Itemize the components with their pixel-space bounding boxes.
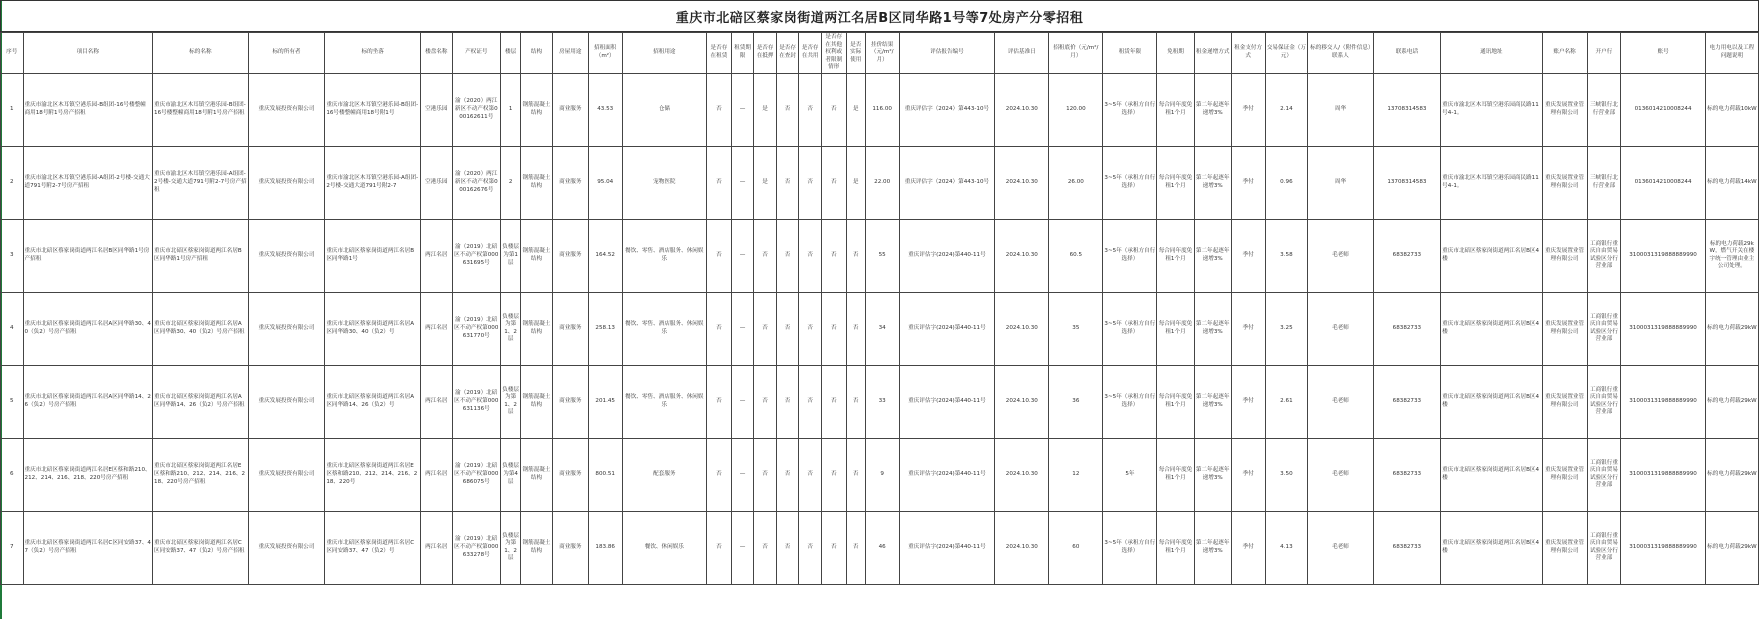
table-cell[interactable]: 否 xyxy=(707,73,732,146)
table-cell[interactable]: 标的电力荷载29kW xyxy=(1705,511,1758,584)
table-cell[interactable]: 商业服务 xyxy=(552,73,588,146)
table-cell[interactable]: 渝（2019）北碚区不动产权第000631770号 xyxy=(452,292,500,365)
table-cell[interactable]: 201.45 xyxy=(588,365,622,438)
table-cell[interactable]: 34 xyxy=(865,292,899,365)
table-cell[interactable]: 重庆市北碚区蔡家岗街道两江名居B区4楼 xyxy=(1441,292,1542,365)
table-cell[interactable]: 周华 xyxy=(1308,73,1373,146)
column-header[interactable]: 租赁期限 xyxy=(731,33,754,74)
column-header[interactable]: 是否存在共用 xyxy=(799,33,822,74)
column-header[interactable]: 电力用电以及工程问题说明 xyxy=(1705,33,1758,74)
column-header[interactable]: 开户行 xyxy=(1587,33,1621,74)
table-cell[interactable]: 重庆发展投资有限公司 xyxy=(248,365,325,438)
table-cell[interactable]: 重庆市北碚区蔡家岗街道两江名居B区4楼 xyxy=(1441,219,1542,292)
table-cell[interactable]: 周华 xyxy=(1308,146,1373,219)
table-cell[interactable]: 否 xyxy=(799,365,822,438)
table-cell[interactable]: 46 xyxy=(865,511,899,584)
table-cell[interactable]: 重庆发展投资有限公司 xyxy=(248,292,325,365)
table-cell[interactable]: 3.50 xyxy=(1265,438,1308,511)
column-header[interactable]: 免租期 xyxy=(1157,33,1194,74)
column-header[interactable]: 标的名称 xyxy=(153,33,249,74)
table-row xyxy=(1,511,1759,584)
table-row xyxy=(1,292,1759,365)
table-cell[interactable]: 工商银行重庆自由贸易试验区分行营业部 xyxy=(1587,219,1621,292)
table-cell[interactable]: 3.58 xyxy=(1265,219,1308,292)
table-cell[interactable]: 毛老师 xyxy=(1308,438,1373,511)
table-cell[interactable]: 是 xyxy=(754,73,777,146)
table-cell[interactable]: 3~5年（承租方自行选择） xyxy=(1103,219,1157,292)
table-cell[interactable]: 12 xyxy=(1049,438,1103,511)
column-header[interactable]: 产权证号 xyxy=(452,33,500,74)
column-header[interactable]: 结构 xyxy=(521,33,553,74)
table-cell[interactable]: 否 xyxy=(754,438,777,511)
table-row xyxy=(1,73,1759,146)
table-cell[interactable]: 重庆市北碚区蔡家岗街道两江名居A区同华路30、40（负2）号 xyxy=(325,292,421,365)
table-cell[interactable]: 标的电力荷载29kW，燃气开关在楼宇统一管理由业主公司处理。 xyxy=(1705,219,1758,292)
table-cell[interactable]: 258.13 xyxy=(588,292,622,365)
table-cell[interactable]: 否 xyxy=(776,292,799,365)
table-cell[interactable]: 重庆评估字(2024)第440-11号 xyxy=(899,511,995,584)
table-cell[interactable]: 否 xyxy=(799,219,822,292)
table-cell[interactable]: 第二年起逐年递增3% xyxy=(1194,292,1231,365)
table-cell[interactable]: 两江名居 xyxy=(421,292,453,365)
table-cell[interactable]: 重庆发展投资有限公司 xyxy=(248,219,325,292)
table-row xyxy=(1,219,1759,292)
table-cell[interactable]: 3 xyxy=(1,219,24,292)
table-cell[interactable]: 否 xyxy=(821,146,846,219)
table-cell[interactable]: 重庆市渝北区木耳镇空港乐园-A组团-2号楼-交通大道791号附2-7 xyxy=(325,146,421,219)
sheet-title: 重庆市北碚区蔡家岗街道两江名居B区同华路1号等7处房产分零招租 xyxy=(675,10,1084,26)
table-cell[interactable]: 季付 xyxy=(1231,73,1265,146)
column-header[interactable]: 标的坐落 xyxy=(325,33,421,74)
table-cell[interactable]: 35 xyxy=(1049,292,1103,365)
table-cell[interactable]: 重庆评估字(2024)第440-11号 xyxy=(899,292,995,365)
table-cell[interactable]: 否 xyxy=(821,511,846,584)
table-cell[interactable]: 钢筋混凝土结构 xyxy=(521,438,553,511)
table-cell[interactable]: 工商银行重庆自由贸易试验区分行营业部 xyxy=(1587,365,1621,438)
table-row xyxy=(1,438,1759,511)
table-cell[interactable]: 60 xyxy=(1049,511,1103,584)
table-cell[interactable]: 9 xyxy=(865,438,899,511)
sheet-title-cell[interactable] xyxy=(0,0,1759,32)
table-cell[interactable]: 空港乐园 xyxy=(421,73,453,146)
table-cell[interactable]: 重庆市渝北区木耳镇空港乐园-B组团-16号楼整幢商用18号附1号 xyxy=(325,73,421,146)
table-cell[interactable]: 宠物医院 xyxy=(622,146,706,219)
table-row xyxy=(1,365,1759,438)
table-cell[interactable]: — xyxy=(731,146,754,219)
table-cell[interactable]: 否 xyxy=(799,73,822,146)
table-cell[interactable]: 68382733 xyxy=(1373,292,1441,365)
table-cell[interactable]: 两江名居 xyxy=(421,365,453,438)
column-header[interactable]: 是否实际使用 xyxy=(846,33,865,74)
table-cell[interactable]: 2024.10.30 xyxy=(995,219,1049,292)
table-cell[interactable]: 两江名居 xyxy=(421,511,453,584)
column-header[interactable]: 租金递增方式 xyxy=(1194,33,1231,74)
table-cell[interactable]: 钢筋混凝土结构 xyxy=(521,511,553,584)
table-cell[interactable]: 5 xyxy=(1,365,24,438)
column-header[interactable]: 挂价结果（元/m²/月） xyxy=(865,33,899,74)
table-cell[interactable]: 1 xyxy=(1,73,24,146)
table-cell[interactable]: 2024.10.30 xyxy=(995,292,1049,365)
table-cell[interactable]: 仓储 xyxy=(622,73,706,146)
table-cell[interactable]: 否 xyxy=(707,292,732,365)
table-cell[interactable]: 钢筋混凝土结构 xyxy=(521,365,553,438)
table-cell[interactable]: 否 xyxy=(707,219,732,292)
table-cell[interactable]: 标的电力荷载10kW xyxy=(1705,73,1758,146)
table-cell[interactable]: 重庆市北碚区蔡家岗街道两江名居A区同华路30、40（负2）号房产招租 xyxy=(23,292,153,365)
table-cell[interactable]: 渝（2020）两江新区不动产权第000162611号 xyxy=(452,73,500,146)
table-cell[interactable]: 三峡银行北行营业部 xyxy=(1587,73,1621,146)
table-cell[interactable]: 每合同年度免租1个月 xyxy=(1157,438,1194,511)
table-cell[interactable]: 渝（2019）北碚区不动产权第000631695号 xyxy=(452,219,500,292)
table-cell[interactable]: 否 xyxy=(821,219,846,292)
table-cell[interactable]: 重庆市北碚区蔡家岗街道两江名居A区同华路14、26（负2）号房产招租 xyxy=(153,365,249,438)
table-cell[interactable]: 120.00 xyxy=(1049,73,1103,146)
table-cell[interactable]: 钢筋混凝土结构 xyxy=(521,73,553,146)
table-cell[interactable]: 重庆发展置业管理有限公司 xyxy=(1542,511,1587,584)
table-cell[interactable]: 渝（2019）北碚区不动产权第000686075号 xyxy=(452,438,500,511)
table-cell[interactable]: — xyxy=(731,292,754,365)
table-cell[interactable]: 95.04 xyxy=(588,146,622,219)
table-cell[interactable]: 第二年起逐年递增3% xyxy=(1194,219,1231,292)
table-cell[interactable]: 68382733 xyxy=(1373,511,1441,584)
table-cell[interactable]: — xyxy=(731,438,754,511)
table-cell[interactable]: 是 xyxy=(846,146,865,219)
table-cell[interactable]: 季付 xyxy=(1231,365,1265,438)
table-cell[interactable]: 2.61 xyxy=(1265,365,1308,438)
column-header[interactable]: 标的所有者 xyxy=(248,33,325,74)
table-cell[interactable]: 商业服务 xyxy=(552,146,588,219)
table-cell[interactable]: 工商银行重庆自由贸易试验区分行营业部 xyxy=(1587,438,1621,511)
table-cell[interactable]: 季付 xyxy=(1231,219,1265,292)
table-cell[interactable]: — xyxy=(731,511,754,584)
table-cell[interactable]: 重庆市北碚区蔡家岗街道两江名居B区同华路1号房产招租 xyxy=(153,219,249,292)
table-cell[interactable]: 季付 xyxy=(1231,438,1265,511)
table-cell[interactable]: 800.51 xyxy=(588,438,622,511)
table-cell[interactable]: 否 xyxy=(776,146,799,219)
column-header[interactable]: 楼盘名称 xyxy=(421,33,453,74)
table-cell[interactable]: 重庆发展投资有限公司 xyxy=(248,438,325,511)
table-cell[interactable]: 4.13 xyxy=(1265,511,1308,584)
table-cell[interactable]: 重庆发展置业管理有限公司 xyxy=(1542,219,1587,292)
table-cell[interactable]: 重庆市北碚区蔡家岗街道两江名居B区同华路1号房产招租 xyxy=(23,219,153,292)
table-cell[interactable]: 164.52 xyxy=(588,219,622,292)
table-cell[interactable]: 重庆市北碚区蔡家岗街道两江名居E区蔡和路210、212、214、216、218、220号房产招租 xyxy=(153,438,249,511)
table-cell[interactable]: 否 xyxy=(776,365,799,438)
table-cell[interactable]: 重庆市北碚区蔡家岗街道两江名居C区同安路37、47（负2）号房产招租 xyxy=(23,511,153,584)
table-cell[interactable]: 渝（2020）两江新区不动产权第000162676号 xyxy=(452,146,500,219)
table-cell[interactable]: 2 xyxy=(1,146,24,219)
table-cell[interactable]: 负楼层为第4层 xyxy=(500,438,520,511)
table-cell[interactable]: 标的电力荷载29kW xyxy=(1705,365,1758,438)
rental-table xyxy=(0,32,1759,585)
table-cell[interactable]: 重庆市北碚区蔡家岗街道两江名居A区同华路14、26（负2）号房产招租 xyxy=(23,365,153,438)
column-header[interactable]: 评估基准日 xyxy=(995,33,1049,74)
table-cell[interactable]: 116.00 xyxy=(865,73,899,146)
table-cell[interactable]: 55 xyxy=(865,219,899,292)
table-cell[interactable]: 重庆市渝北区木耳镇空港乐园-B组团-16号楼整幢商用18号附1号房产招租 xyxy=(23,73,153,146)
table-cell[interactable]: 钢筋混凝土结构 xyxy=(521,292,553,365)
table-cell[interactable]: 重庆市北碚区蔡家岗街道两江名居A区同华路30、40（负2）号房产招租 xyxy=(153,292,249,365)
table-cell[interactable]: 第二年起逐年递增3% xyxy=(1194,438,1231,511)
table-cell[interactable]: 3~5年（承租方自行选择） xyxy=(1103,73,1157,146)
column-header[interactable]: 标的移交人/（附件信息）联系人 xyxy=(1308,33,1373,74)
table-cell[interactable]: 重庆发展置业管理有限公司 xyxy=(1542,73,1587,146)
table-cell[interactable]: 60.5 xyxy=(1049,219,1103,292)
table-cell[interactable]: 重庆市北碚区蔡家岗街道两江名居B区同华路1号 xyxy=(325,219,421,292)
table-cell[interactable]: 0.96 xyxy=(1265,146,1308,219)
table-cell[interactable]: 否 xyxy=(776,438,799,511)
table-cell[interactable]: 每合同年度免租1个月 xyxy=(1157,365,1194,438)
table-cell[interactable]: 重庆评估字（2024）第443-10号 xyxy=(899,73,995,146)
column-header[interactable]: 是否存在抵押 xyxy=(754,33,777,74)
table-cell[interactable]: 工商银行重庆自由贸易试验区分行营业部 xyxy=(1587,511,1621,584)
column-header[interactable]: 招租底价（元/m²/月） xyxy=(1049,33,1103,74)
table-cell[interactable]: 重庆市北碚区蔡家岗街道两江名居E区蔡和路210、212、214、216、218、220号 xyxy=(325,438,421,511)
column-header[interactable]: 是否存在租赁 xyxy=(707,33,732,74)
table-cell[interactable]: 第二年起逐年递增3% xyxy=(1194,511,1231,584)
table-cell[interactable]: 3100031319888889990 xyxy=(1621,365,1705,438)
table-cell[interactable]: 2024.10.30 xyxy=(995,511,1049,584)
table-cell[interactable]: 毛老师 xyxy=(1308,511,1373,584)
table-cell[interactable]: 重庆发展投资有限公司 xyxy=(248,511,325,584)
table-cell[interactable]: 6 xyxy=(1,438,24,511)
table-cell[interactable]: 渝（2019）北碚区不动产权第000633278号 xyxy=(452,511,500,584)
table-cell[interactable]: — xyxy=(731,73,754,146)
table-cell[interactable]: 3~5年（承租方自行选择） xyxy=(1103,146,1157,219)
table-cell[interactable]: 商业服务 xyxy=(552,438,588,511)
column-header[interactable]: 租赁年限 xyxy=(1103,33,1157,74)
table-cell[interactable]: 重庆市渝北区木耳镇空港乐园-A组团-2号楼-交通大道791号附2-7号房产招租 xyxy=(153,146,249,219)
table-cell[interactable]: 标的电力荷载29kW xyxy=(1705,438,1758,511)
table-cell[interactable]: 否 xyxy=(707,146,732,219)
table-cell[interactable]: 68382733 xyxy=(1373,219,1441,292)
table-cell[interactable]: 3100031319888889990 xyxy=(1621,219,1705,292)
table-cell[interactable]: 否 xyxy=(846,365,865,438)
table-cell[interactable]: 68382733 xyxy=(1373,438,1441,511)
table-cell[interactable]: 是 xyxy=(754,146,777,219)
table-cell[interactable]: 否 xyxy=(754,219,777,292)
table-cell[interactable]: 商业服务 xyxy=(552,219,588,292)
table-cell[interactable]: 重庆市北碚区蔡家岗街道两江名居E区蔡和路210、212、214、216、218、220号房产招租 xyxy=(23,438,153,511)
table-cell[interactable]: 每合同年度免租1个月 xyxy=(1157,73,1194,146)
table-cell[interactable]: 否 xyxy=(707,365,732,438)
column-header[interactable]: 交易保证金（万元） xyxy=(1265,33,1308,74)
table-cell[interactable]: 3.25 xyxy=(1265,292,1308,365)
table-cell[interactable]: 重庆市北碚区蔡家岗街道两江名居B区4楼 xyxy=(1441,438,1542,511)
table-cell[interactable]: 否 xyxy=(776,219,799,292)
table-cell[interactable]: 是 xyxy=(846,73,865,146)
table-cell[interactable]: 负楼层为第1、2层 xyxy=(500,292,520,365)
table-cell[interactable]: 第二年起逐年递增3% xyxy=(1194,73,1231,146)
table-cell[interactable]: 否 xyxy=(821,365,846,438)
table-cell[interactable]: 否 xyxy=(707,438,732,511)
table-cell[interactable]: 否 xyxy=(776,511,799,584)
table-row xyxy=(1,146,1759,219)
table-cell[interactable]: 每合同年度免租1个月 xyxy=(1157,146,1194,219)
table-cell[interactable]: 每合同年度免租1个月 xyxy=(1157,292,1194,365)
table-cell[interactable]: 26.00 xyxy=(1049,146,1103,219)
table-cell[interactable]: 标的电力荷载29kW xyxy=(1705,292,1758,365)
table-cell[interactable]: 2024.10.30 xyxy=(995,73,1049,146)
table-cell[interactable]: 重庆市北碚区蔡家岗街道两江名居C区同安路37、47（负2）号房产招租 xyxy=(153,511,249,584)
table-cell[interactable]: 季付 xyxy=(1231,292,1265,365)
table-cell[interactable]: 重庆评估字(2024)第440-11号 xyxy=(899,438,995,511)
table-cell[interactable]: 36 xyxy=(1049,365,1103,438)
table-cell[interactable]: 商业服务 xyxy=(552,511,588,584)
table-cell[interactable]: 钢筋混凝土结构 xyxy=(521,219,553,292)
column-header[interactable]: 招租面积（m²） xyxy=(588,33,622,74)
column-header[interactable]: 租金支付方式 xyxy=(1231,33,1265,74)
table-cell[interactable]: 工商银行重庆自由贸易试验区分行营业部 xyxy=(1587,292,1621,365)
table-cell[interactable]: 2024.10.30 xyxy=(995,365,1049,438)
column-header[interactable]: 是否存在查封 xyxy=(776,33,799,74)
table-cell[interactable]: 否 xyxy=(846,438,865,511)
table-cell[interactable]: 否 xyxy=(707,511,732,584)
table-cell[interactable]: 重庆市渝北区木耳镇空港乐园-B组团-16号楼整幢商用18号附1号房产招租 xyxy=(153,73,249,146)
table-cell[interactable]: 负楼层为第1层 xyxy=(500,219,520,292)
table-cell[interactable]: 重庆发展置业管理有限公司 xyxy=(1542,146,1587,219)
table-cell[interactable]: 重庆发展置业管理有限公司 xyxy=(1542,365,1587,438)
table-cell[interactable]: 两江名居 xyxy=(421,219,453,292)
table-cell[interactable]: 重庆评估字（2024）第443-10号 xyxy=(899,146,995,219)
table-cell[interactable]: 否 xyxy=(799,438,822,511)
table-cell[interactable]: 2.14 xyxy=(1265,73,1308,146)
table-cell[interactable]: 三峡银行北行营业部 xyxy=(1587,146,1621,219)
table-cell[interactable]: 否 xyxy=(821,292,846,365)
table-cell[interactable]: 第二年起逐年递增3% xyxy=(1194,146,1231,219)
table-cell[interactable]: 两江名居 xyxy=(421,438,453,511)
table-cell[interactable]: 重庆市渝北区木耳镇空港乐园-A组团-2号楼-交通大道791号附2-7号房产招租 xyxy=(23,146,153,219)
table-cell[interactable]: 13708314583 xyxy=(1373,73,1441,146)
column-header[interactable]: 楼层 xyxy=(500,33,520,74)
table-cell[interactable]: 重庆发展投资有限公司 xyxy=(248,146,325,219)
table-cell[interactable]: 重庆市北碚区蔡家岗街道两江名居C区同安路37、47（负2）号 xyxy=(325,511,421,584)
table-cell[interactable]: 餐饮、休闲娱乐 xyxy=(622,511,706,584)
table-cell[interactable]: 否 xyxy=(754,292,777,365)
table-cell[interactable]: 第二年起逐年递增3% xyxy=(1194,365,1231,438)
table-cell[interactable]: 毛老师 xyxy=(1308,219,1373,292)
table-cell[interactable]: 否 xyxy=(846,219,865,292)
table-cell[interactable]: 毛老师 xyxy=(1308,292,1373,365)
table-cell[interactable]: 每合同年度免租1个月 xyxy=(1157,219,1194,292)
table-cell[interactable]: 否 xyxy=(799,292,822,365)
table-cell[interactable]: 68382733 xyxy=(1373,365,1441,438)
column-header[interactable]: 通讯地址 xyxy=(1441,33,1542,74)
table-cell[interactable]: — xyxy=(731,365,754,438)
table-cell[interactable]: 22.00 xyxy=(865,146,899,219)
table-cell[interactable]: 否 xyxy=(799,511,822,584)
table-cell[interactable]: 重庆市渝北区木耳镇空港乐园商民路11号4-1。 xyxy=(1441,73,1542,146)
column-header[interactable]: 评估报告编号 xyxy=(899,33,995,74)
column-header[interactable]: 是否存在其他权利或者限制情形 xyxy=(821,33,846,74)
table-cell[interactable]: 重庆发展投资有限公司 xyxy=(248,73,325,146)
table-cell[interactable]: 2 xyxy=(500,146,520,219)
table-cell[interactable]: — xyxy=(731,219,754,292)
column-header[interactable]: 房屋用途 xyxy=(552,33,588,74)
table-cell[interactable]: 负楼层为第1、2层 xyxy=(500,365,520,438)
table-cell[interactable]: 商业服务 xyxy=(552,365,588,438)
column-header[interactable]: 项目名称 xyxy=(23,33,153,74)
table-cell[interactable]: 2024.10.30 xyxy=(995,146,1049,219)
column-header[interactable]: 序号 xyxy=(1,33,24,74)
table-cell[interactable]: 餐饮、零售、酒店服务、休闲娱乐 xyxy=(622,292,706,365)
table-cell[interactable]: 0136014210008244 xyxy=(1621,73,1705,146)
table-cell[interactable]: 重庆发展置业管理有限公司 xyxy=(1542,292,1587,365)
table-cell[interactable]: 标的电力荷载14kW xyxy=(1705,146,1758,219)
table-cell[interactable]: 渝（2019）北碚区不动产权第000631136号 xyxy=(452,365,500,438)
table-cell[interactable]: 配套服务 xyxy=(622,438,706,511)
column-header[interactable]: 账号 xyxy=(1621,33,1705,74)
table-cell[interactable]: 2024.10.30 xyxy=(995,438,1049,511)
table-cell[interactable]: 4 xyxy=(1,292,24,365)
table-cell[interactable]: 空港乐园 xyxy=(421,146,453,219)
table-cell[interactable]: 13708314583 xyxy=(1373,146,1441,219)
table-cell[interactable]: 季付 xyxy=(1231,146,1265,219)
table-cell[interactable]: 33 xyxy=(865,365,899,438)
table-cell[interactable]: 商业服务 xyxy=(552,292,588,365)
table-cell[interactable]: 重庆市北碚区蔡家岗街道两江名居A区同华路14、26（负2）号 xyxy=(325,365,421,438)
table-cell[interactable]: 0136014210008244 xyxy=(1621,146,1705,219)
table-cell[interactable]: 否 xyxy=(754,511,777,584)
table-cell[interactable]: 季付 xyxy=(1231,511,1265,584)
table-cell[interactable]: 7 xyxy=(1,511,24,584)
table-cell[interactable]: 3~5年（承租方自行选择） xyxy=(1103,511,1157,584)
table-cell[interactable]: 每合同年度免租1个月 xyxy=(1157,511,1194,584)
table-cell[interactable]: 餐饮、零售、酒店服务、休闲娱乐 xyxy=(622,365,706,438)
table-cell[interactable]: 钢筋混凝土结构 xyxy=(521,146,553,219)
table-cell[interactable]: 43.53 xyxy=(588,73,622,146)
table-cell[interactable]: 否 xyxy=(799,146,822,219)
table-cell[interactable]: 否 xyxy=(821,73,846,146)
table-cell[interactable]: 5年 xyxy=(1103,438,1157,511)
column-header[interactable]: 账户名称 xyxy=(1542,33,1587,74)
table-cell[interactable]: 1 xyxy=(500,73,520,146)
table-cell[interactable]: 3~5年（承租方自行选择） xyxy=(1103,365,1157,438)
table-cell[interactable]: 重庆评估字(2024)第440-11号 xyxy=(899,365,995,438)
table-cell[interactable]: 毛老师 xyxy=(1308,365,1373,438)
table-cell[interactable]: 否 xyxy=(754,365,777,438)
column-header[interactable]: 联系电话 xyxy=(1373,33,1441,74)
table-cell[interactable]: 重庆评估字(2024)第440-11号 xyxy=(899,219,995,292)
table-cell[interactable]: 餐饮、零售、酒店服务、休闲娱乐 xyxy=(622,219,706,292)
table-cell[interactable]: 3~5年（承租方自行选择） xyxy=(1103,292,1157,365)
table-cell[interactable]: 重庆市渝北区木耳镇空港乐园商民路11号4-1。 xyxy=(1441,146,1542,219)
table-cell[interactable]: 重庆发展置业管理有限公司 xyxy=(1542,438,1587,511)
table-cell[interactable]: 重庆市北碚区蔡家岗街道两江名居B区4楼 xyxy=(1441,365,1542,438)
table-cell[interactable]: 否 xyxy=(846,292,865,365)
table-cell[interactable]: 否 xyxy=(846,511,865,584)
column-header[interactable]: 招租用途 xyxy=(622,33,706,74)
table-cell[interactable]: 3100031319888889990 xyxy=(1621,292,1705,365)
table-cell[interactable]: 3100031319888889990 xyxy=(1621,511,1705,584)
table-cell[interactable]: 183.86 xyxy=(588,511,622,584)
table-cell[interactable]: 否 xyxy=(821,438,846,511)
table-cell[interactable]: 重庆市北碚区蔡家岗街道两江名居B区4楼 xyxy=(1441,511,1542,584)
table-cell[interactable]: 负楼层为第1、2层 xyxy=(500,511,520,584)
table-cell[interactable]: 3100031319888889990 xyxy=(1621,438,1705,511)
header-row xyxy=(1,33,1759,74)
table-cell[interactable]: 否 xyxy=(776,73,799,146)
table-body xyxy=(1,73,1759,584)
